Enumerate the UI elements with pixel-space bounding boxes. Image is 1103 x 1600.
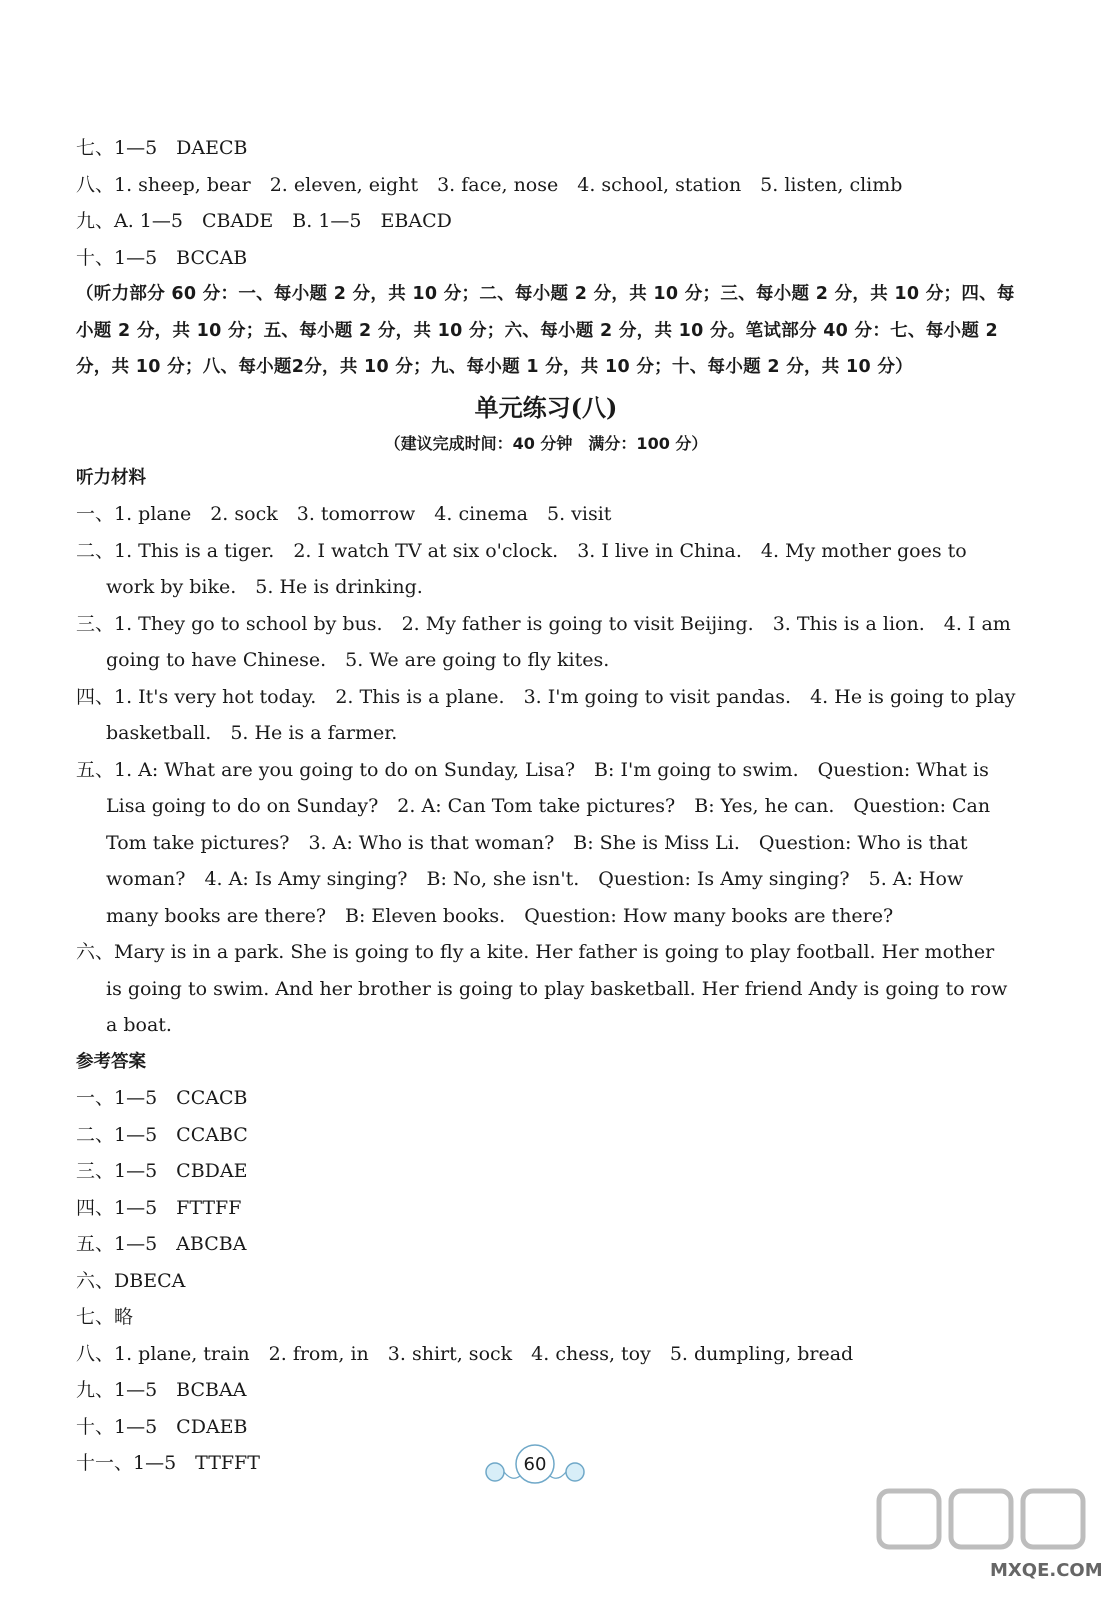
document-page bbox=[76, 130, 1016, 1482]
listening-item-6: 六、Mary is in a park. She is going to fly a kite. Her father is going to play football. Her mother is going to swim. And her brother is going to play basketball. Her friend Andy is going to row a boat. bbox=[76, 941, 1008, 1036]
listening-heading: 听力材料 bbox=[76, 467, 146, 488]
listening-item-2: 二、1. This is a tiger. 2. I watch TV at six o'clock. 3. I live in China. 4. My mother goes to work by bike. 5. He is drinking. bbox=[76, 539, 967, 598]
prev-answer-7: 七、1—5 DAECB bbox=[76, 137, 248, 159]
answer-item-2: 二、1—5 CCABC bbox=[76, 1123, 248, 1146]
watermark-text: MXQE.COM bbox=[990, 1560, 1103, 1581]
watermark-logo-icon bbox=[875, 1485, 1095, 1565]
answer-item-8: 八、1. plane, train 2. from, in 3. shirt, sock 4. chess, toy 5. dumpling, bread bbox=[76, 1342, 854, 1365]
answer-item-9: 九、1—5 BCBAA bbox=[76, 1379, 247, 1401]
answer-item-6: 六、DBECA bbox=[76, 1269, 186, 1292]
answer-item-1: 一、1—5 CCACB bbox=[76, 1087, 248, 1109]
prev-answer-9: 九、A. 1—5 CBADE B. 1—5 EBACD bbox=[76, 210, 452, 232]
answer-item-11: 十一、1—5 TTFFT bbox=[76, 1452, 260, 1474]
answer-item-10: 十、1—5 CDAEB bbox=[76, 1415, 248, 1438]
listening-item-3: 三、1. They go to school by bus. 2. My father is going to visit Beijing. 3. This is a lion. 4. I am going to have Chinese. 5. We are going to fly kites. bbox=[76, 612, 1011, 671]
listening-item-4: 四、1. It's very hot today. 2. This is a plane. 3. I'm going to visit pandas. 4. He is going to play basketball. 5. He is a farmer. bbox=[76, 685, 1016, 744]
listening-item-5: 五、1. A: What are you going to do on Sunday, Lisa? B: I'm going to swim. Question: What is Lisa going to do on Sunday? 2. A: Can Tom take pictures? B: Yes, he can. Question: Can Tom take pictures? 3. A: Who is that woman? B: She is Miss Li. Question: Who is that woman? 4. A: Is Amy singing? B: No, she isn't. Question: Is Amy singing? 5. A: How many books are there? B: Eleven books. Question: How many books are there? bbox=[76, 758, 991, 927]
answer-item-4: 四、1—5 FTTFF bbox=[76, 1196, 242, 1219]
answer-item-3: 三、1—5 CBDAE bbox=[76, 1160, 248, 1182]
prev-score-note: （听力部分 60 分：一、每小题 2 分，共 10 分；二、每小题 2 分，共 10 分；三、每小题 2 分，共 10 分；四、每小题 2 分，共 10 分；五、每小题 2 分，共 10 分；六、每小题 2 分，共 10 分。笔试部分 40 分：七、每小题 2 分，共 10 分；八、每小题2分，共 10 分；九、每小题 1 分，共 10 分；十、每小题 2 分，共 10 分） bbox=[76, 284, 1015, 377]
listening-item-1: 一、1. plane 2. sock 3. tomorrow 4. cinema 5. visit bbox=[76, 503, 612, 525]
prev-answer-10: 十、1—5 BCCAB bbox=[76, 246, 248, 269]
answers-heading: 参考答案 bbox=[76, 1051, 146, 1072]
unit-subtitle: （建议完成时间：40 分钟 满分：100 分） bbox=[384, 433, 708, 453]
prev-answer-8: 八、1. sheep, bear 2. eleven, eight 3. face, nose 4. school, station 5. listen, climb bbox=[76, 173, 903, 196]
answer-item-7: 七、略 bbox=[76, 1306, 134, 1328]
unit-title: 单元练习(八) bbox=[474, 392, 618, 422]
page-number: 60 bbox=[523, 1454, 547, 1475]
answer-item-5: 五、1—5 ABCBA bbox=[76, 1233, 247, 1255]
